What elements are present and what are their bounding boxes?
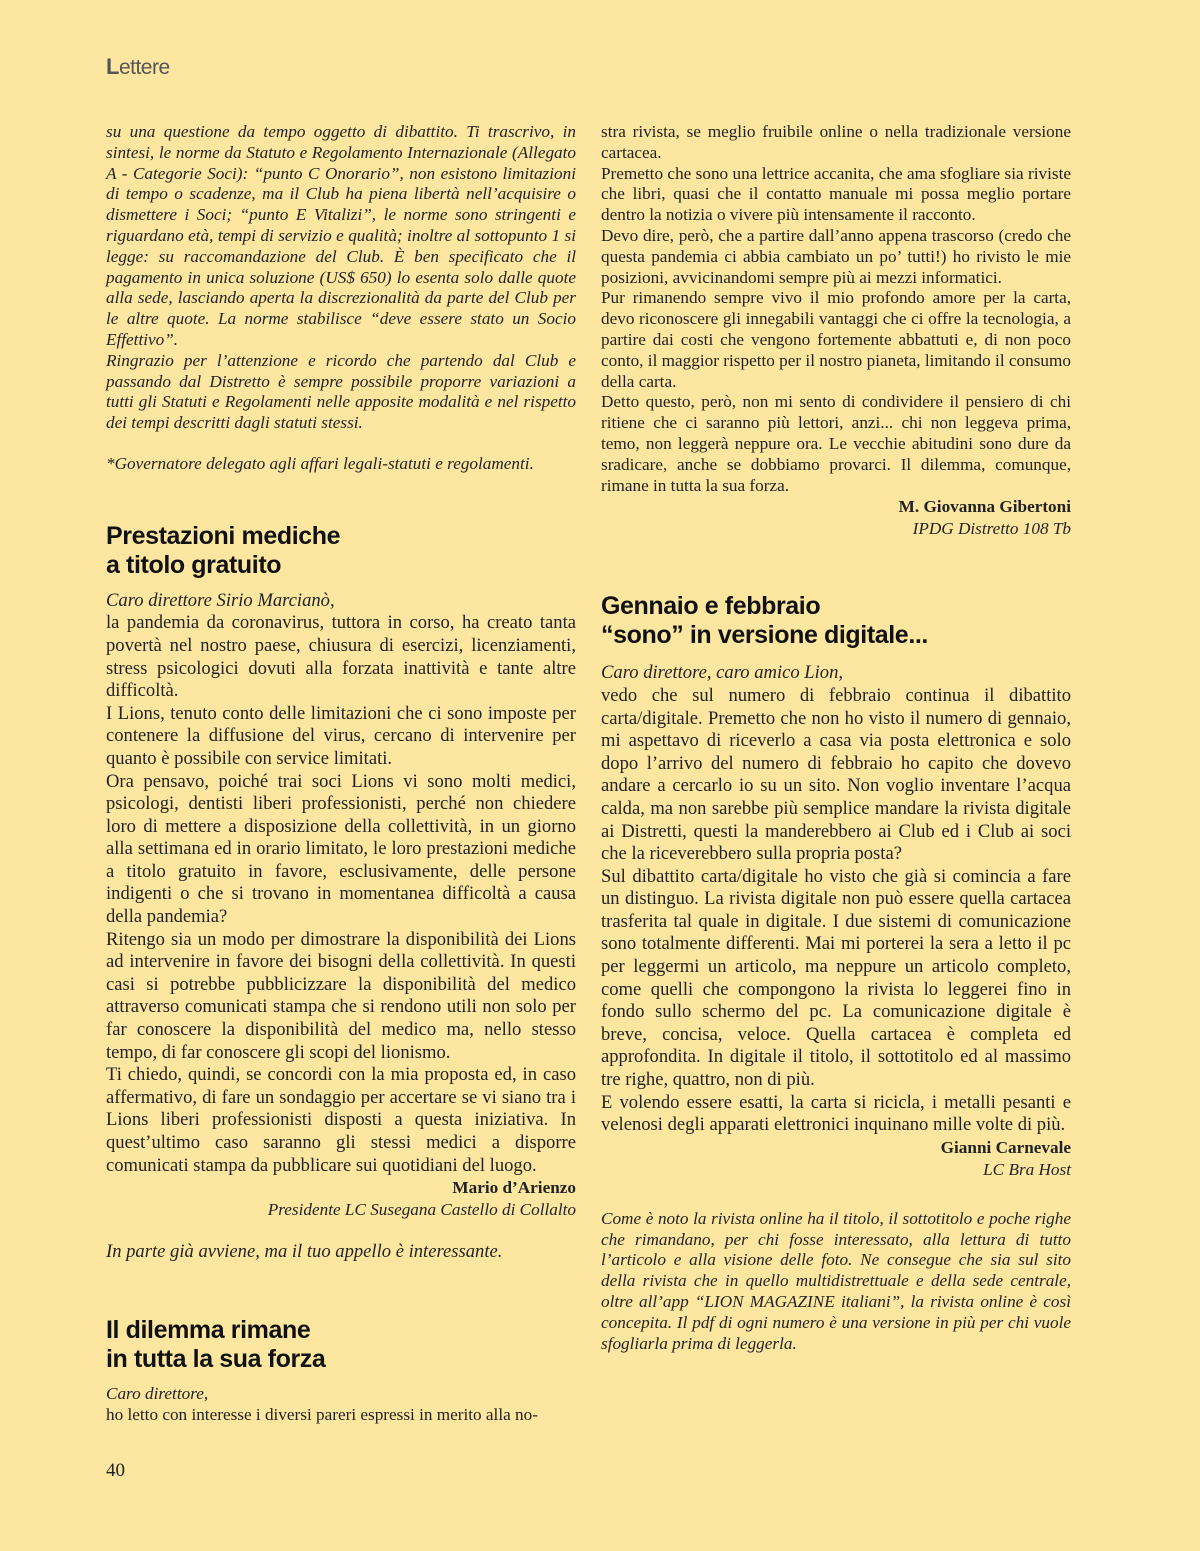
signature-name: M. Giovanna Gibertoni [898, 497, 1071, 517]
section-label-initial: L [106, 54, 119, 79]
article-paragraph: Devo dire, però, che a partire dall’anno appena trascorso (credo che questa pandemia ci abbia cambiato un po’ tutti!) ho rivisto le mie posizioni, avvicinandomi sempre più ai mezzi informatici. [601, 225, 1071, 287]
article-title-line1: Il dilemma rimane [106, 1315, 311, 1344]
article-paragraph: Premetto che sono una lettrice accanita, che ama sfogliare sia riviste che libri, quasi che il contatto manuale mi possa meglio portare dentro la notizia o vivere più intensamente il racconto. [601, 163, 1071, 225]
article-paragraph: Detto questo, però, non mi sento di condividere il pensiero di chi ritiene che ci saranno più lettori, anzi... chi non leggeva prima, temo, non leggerà neppure ora. Le vecchie abitudini sono dure da sradicare, anche se dobbiamo provarci. Il dilemma, comunque, rimane in tutta la sua forza. [601, 392, 1071, 495]
signature-name: Gianni Carnevale [940, 1137, 1071, 1157]
article-title [106, 522, 576, 580]
article-paragraph: la pandemia da coronavirus, tuttora in corso, ha creato tanta povertà nel nostro paese, chiusura di esercizi, licenziamenti, stress psicologici dovuti alla forzata inattività e tante altre difficoltà. [106, 612, 576, 702]
right-column [601, 122, 1071, 1354]
signature-name: Mario d’Arienzo [452, 1178, 576, 1198]
page-number: 40 [106, 1460, 125, 1481]
article-paragraph: E volendo essere esatti, la carta si ricicla, i metalli pesanti e velenosi degli apparati elettronici inquinano mille volte di più. [601, 1091, 1071, 1136]
article-paragraph: Pur rimanendo sempre vivo il mio profondo amore per la carta, devo riconoscere gli innegabili vantaggi che ci offre la tecnologia, a partire dai costi che vengono fortemente abbattuti e, di non poco conto, il maggior rispetto per il nostro pianeta, limitando il consumo della carta. [601, 288, 1071, 391]
section-label-rest: ettere [118, 56, 170, 79]
article-title-line1: Prestazioni mediche [106, 521, 341, 550]
article-paragraph: Ora pensavo, poiché trai soci Lions vi sono molti medici, psicologi, dentisti liberi professionisti, perché non chiedere loro di mettere a disposizione della collettività, in un giorno alla settimana ed in orario limitato, le loro prestazioni mediche a titolo gratuito in favore, esclusivamente, delle persone indigenti o che si trovano in momentanea difficoltà a causa della pandemia? [106, 770, 576, 928]
editor-reply: In parte già avviene, ma il tuo appello è interessante. [106, 1241, 503, 1263]
article-title [106, 1316, 576, 1374]
article-paragraph: I Lions, tenuto conto delle limitazioni che ci sono imposte per contenere la diffusione del virus, cercano di intervenire per quanto è possibile con service limitati. [106, 702, 576, 769]
intro-paragraph: Ringrazio per l’attenzione e ricordo che partendo dal Club e passando dal Distretto è sempre possibile proporre variazioni a tutti gli Statuti e Regolamenti nelle apposite modalità e nel rispetto dei tempi descritti dagli statuti stessi. [106, 350, 576, 433]
signature-role: Presidente LC Susegana Castello di Collalto [267, 1200, 576, 1220]
article-title-line2: a titolo gratuito [106, 550, 282, 579]
signature-role: LC Bra Host [983, 1159, 1071, 1179]
article-title-line1: Gennaio e febbraio [601, 592, 821, 621]
left-column [106, 122, 576, 1425]
signature-role: IPDG Distretto 108 Tb [912, 519, 1071, 539]
article-paragraph: Sul dibattito carta/digitale ho visto che già si comincia a fare un distinguo. La rivista digitale non può essere quella cartacea trasferita tal quale in digitale. I due sistemi di comunicazione sono totalmente differenti. Mai mi porterei la sera a letto il pc per leggermi un articolo, ma neppure un articolo completo, come quelli che compongono la rivista lo leggerei fino in fondo sullo schermo del pc. La comunicazione digitale è breve, concisa, veloce. Quella cartacea è completa ed approfondita. In digitale il titolo, il sottotitolo ed al massimo tre righe, quattro, non di più. [601, 865, 1071, 1091]
article-title [601, 592, 1071, 650]
article-title-line2: “sono” in versione digitale... [601, 621, 928, 650]
salutation: Caro direttore Sirio Marcianò, [106, 589, 335, 611]
salutation: Caro direttore, [106, 1383, 209, 1403]
footnote: *Governatore delegato agli affari legali-statuti e regolamenti. [106, 453, 534, 473]
article-paragraph: stra rivista, se meglio fruibile online o nella tradizionale versione cartacea. [601, 122, 1071, 162]
section-label [106, 54, 170, 80]
article-paragraph: ho letto con interesse i diversi pareri espressi in merito alla no- [106, 1404, 538, 1424]
article-paragraph: vedo che sul numero di febbraio continua il dibattito carta/digitale. Premetto che non ho visto il numero di gennaio, mi aspettavo di riceverlo a casa via posta elettronica e solo dopo l’arrivo del numero di febbraio ho capito che dovevo andare a cercarlo io su un sito. Non voglio inventare l’acqua calda, ma non sarebbe più semplice mandare la rivista digitale ai Distretti, questi la manderebbero ai Club ed i Club ai soci che la riceverebbero sulla propria posta? [601, 684, 1071, 865]
article-paragraph: Ritengo sia un modo per dimostrare la disponibilità dei Lions ad intervenire in favore dei bisogni della collettività. In questi casi si potrebbe pubblicizzare la disponibilità del medico attraverso comunicati stampa che si rendono utili non solo per far conoscere la disponibilità del medico ma, nello stesso tempo, di far conoscere gli scopi del lionismo. [106, 928, 576, 1063]
editor-reply: Come è noto la rivista online ha il titolo, il sottotitolo e poche righe che rimandano, per chi fosse interessato, alla lettura di tutto l’articolo e alla visione delle foto. Ne consegue che sia sul sito della rivista che in quello multidistrettuale e della sede centrale, oltre all’app “LION MAGAZINE italiani”, la rivista online è così concepita. Il pdf di ogni numero è una versione in più per chi vuole sfogliarla prima di leggerla. [601, 1208, 1071, 1353]
intro-paragraph: su una questione da tempo oggetto di dibattito. Ti trascrivo, in sintesi, le norme da Statuto e Regolamento Internazionale (Allegato A - Categorie Soci): “punto C Onorario”, non esistono limitazioni di tempo o scadenze, ma il Club ha piena libertà nell’acquisire o dismettere i Soci; “punto E Vitalizi”, le norme sono stringenti e riguardano età, tempi di servizio e qualità; inoltre al sottopunto 1 si legge: su raccomandazione del Club. È ben specificato che il pagamento in unica soluzione (US$ 650) lo esenta solo dalle quote alla sede, lasciando aperta la discrezionalità da parte del Club per le altre quote. La norme stabilisce “deve essere stato un Socio Effettivo”. [106, 122, 576, 349]
article-title-line2: in tutta la sua forza [106, 1344, 326, 1373]
salutation: Caro direttore, caro amico Lion, [601, 662, 844, 684]
article-paragraph: Ti chiedo, quindi, se concordi con la mia proposta ed, in caso affermativo, di fare un sondaggio per accertare se vi siano tra i Lions liberi professionisti disposti a questa iniziativa. In quest’ultimo caso saranno gli stessi medici a disporre comunicati stampa da pubblicare sui quotidiani del luogo. [106, 1064, 576, 1176]
